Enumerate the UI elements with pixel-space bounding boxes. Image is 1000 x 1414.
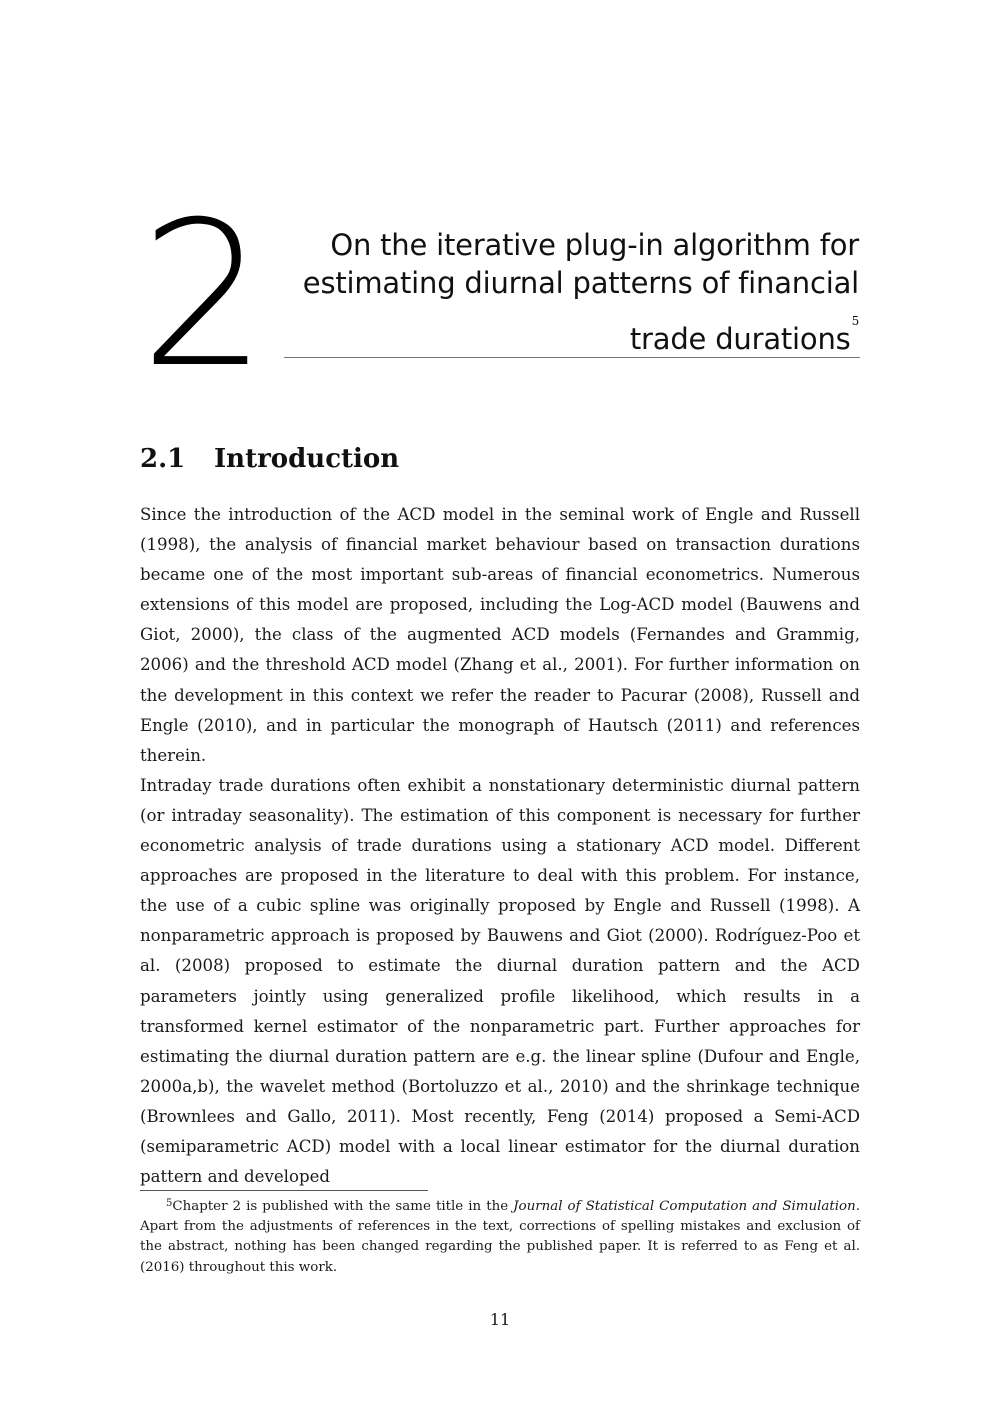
chapter-title-line: On the iterative plug-in algorithm for [330, 228, 859, 262]
footnote-journal: Journal of Statistical Computation and Simulation [513, 1199, 856, 1214]
footnote-divider [140, 1190, 428, 1191]
section-number: 2.1 [140, 444, 186, 474]
footnote-text: . Apart from the adjustments of references in the text, corrections of spelling mistakes and exclusion of the abstract, nothing has been changed regarding the published paper. It is referred to as Feng et al. (2016) throughout this work. [140, 1199, 860, 1275]
footnote-marker: 5 [166, 1198, 173, 1209]
title-divider [284, 357, 860, 358]
paragraph: Since the introduction of the ACD model in the seminal work of Engle and Russell (1998), the analysis of financial market behaviour based on transaction durations became one of the most important sub-areas of financial econometrics. Numerous extensions of this model are proposed, including the Log-ACD model (Bauwens and Giot, 2000), the class of the augmented ACD models (Fernandes and Grammig, 2006) and the threshold ACD model (Zhang et al., 2001). For further information on the development in this context we refer the reader to Pacurar (2008), Russell and Engle (2010), and in particular the monograph of Hautsch (2011) and references therein. [140, 505, 860, 765]
chapter-title [299, 226, 859, 358]
footnote [140, 1194, 860, 1278]
paragraph: Intraday trade durations often exhibit a nonstationary deterministic diurnal pattern (or intraday seasonality). The estimation of this component is necessary for further econometric analysis of trade durations using a stationary ACD model. Different approaches are proposed in the literature to deal with this problem. For instance, the use of a cubic spline was originally proposed by Engle and Russell (1998). A nonparametric approach is proposed by Bauwens and Giot (2000). Rodríguez-Poo et al. (2008) proposed to estimate the diurnal duration pattern and the ACD parameters jointly using generalized profile likelihood, which results in a transformed kernel estimator of the nonparametric part. Further approaches for estimating the diurnal duration pattern are e.g. the linear spline (Dufour and Engle, 2000a,b), the wavelet method (Bortoluzzo et al., 2010) and the shrinkage technique (Brownlees and Gallo, 2011). Most recently, Feng (2014) proposed a Semi-ACD (semiparametric ACD) model with a local linear estimator for the diurnal duration pattern and developed [140, 775, 860, 1187]
chapter-footnote-marker[interactable]: 5 [851, 314, 859, 328]
page-number: 11 [489, 1310, 511, 1329]
chapter-title-line [299, 302, 859, 358]
chapter-number: 2 [140, 179, 268, 412]
chapter-title-line: estimating diurnal patterns of financial [302, 266, 859, 300]
section-heading [140, 444, 399, 474]
chapter-title-line-text: trade durations [629, 322, 851, 356]
body-text [140, 500, 860, 1192]
section-title: Introduction [214, 444, 400, 474]
footnote-text: Chapter 2 is published with the same title in the [172, 1199, 514, 1214]
